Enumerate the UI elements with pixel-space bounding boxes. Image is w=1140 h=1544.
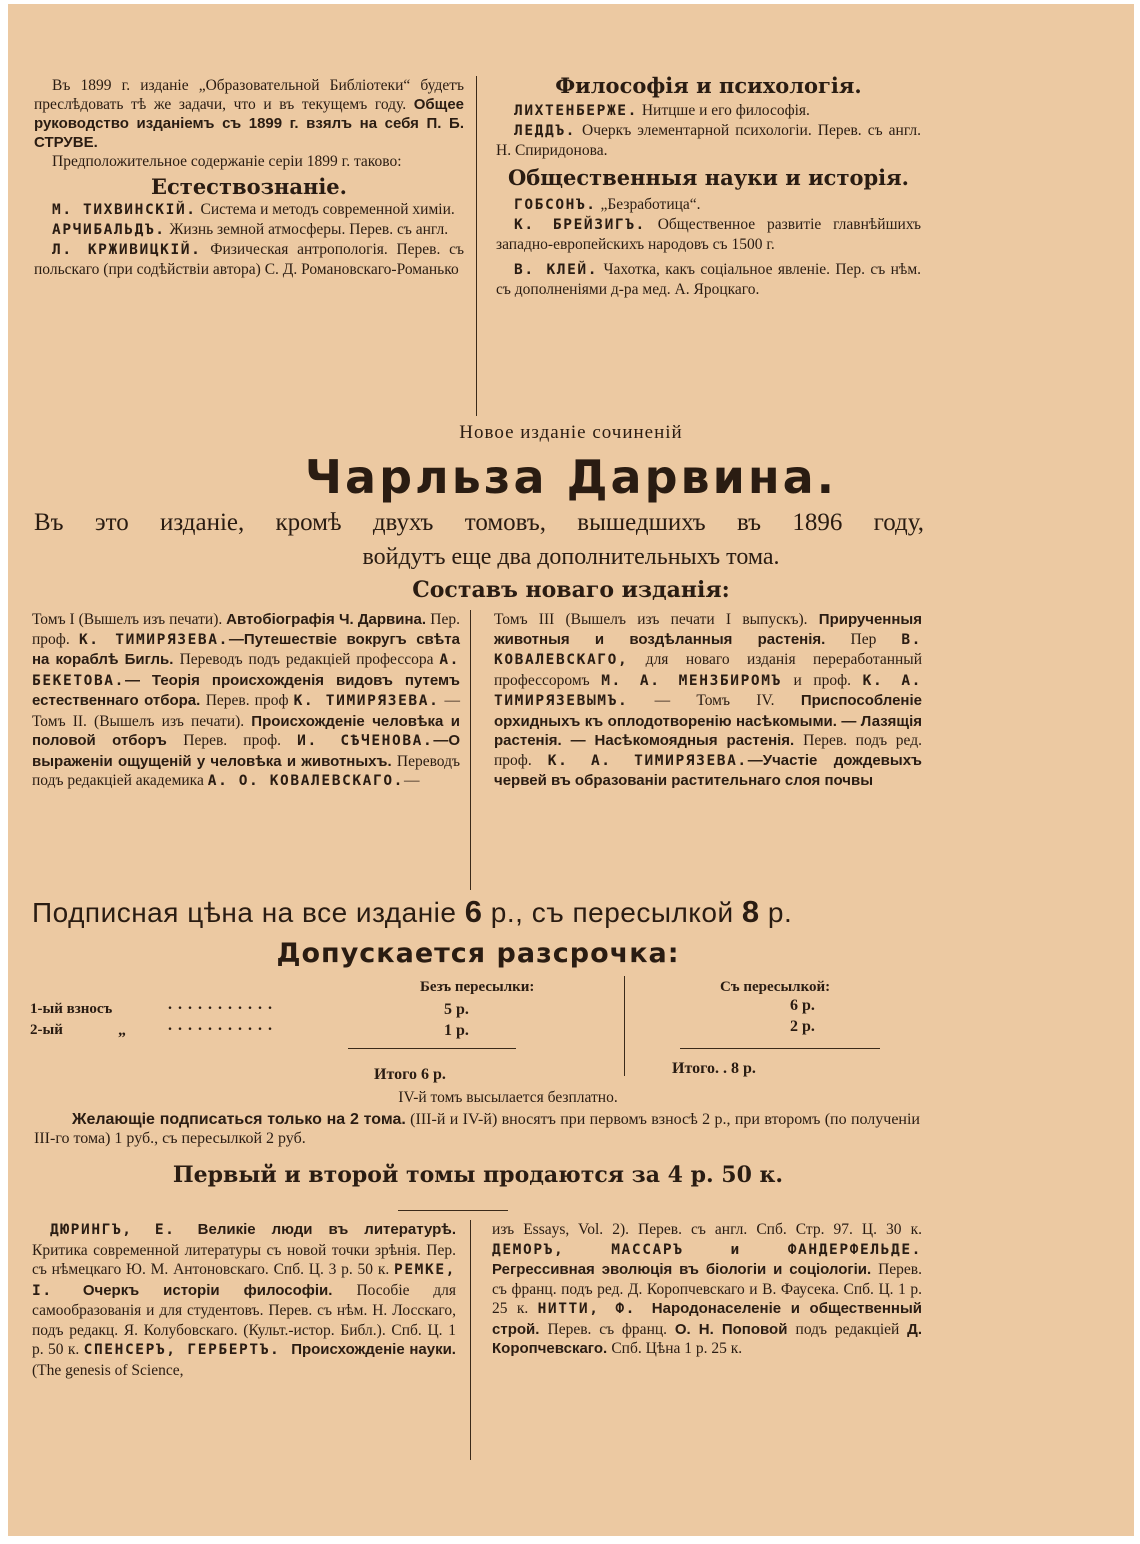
bold-title: — Теорія происхожденія видовъ путемъ естественнаго отбора.	[32, 671, 460, 709]
text-run: и проф.	[781, 671, 863, 689]
installment-divider	[624, 976, 625, 1076]
author-name: К. ТИМИРЯЗЕВА.	[78, 631, 229, 648]
entry-text: Физическая антропологія. Перев. съ польскаго (при содѣйствіи автора) С. Д. Романовскаго-Романько	[34, 241, 464, 278]
entry-author: ЛЕДДЪ.	[514, 123, 576, 139]
entry-text: Нитцше и его философія.	[641, 102, 810, 119]
entry-text: Общественное развитіе главнѣйшихъ западно-европейскихъ народовъ съ 1500 г.	[496, 216, 921, 253]
author-name: М. А. МЕНЗБИРОМЪ	[601, 672, 782, 689]
bold-title: —Путешествіе вокругъ свѣта на кораблѣ Бигль.	[32, 630, 460, 668]
text-run: Переводъ подъ редакціей академика	[32, 752, 460, 789]
author-name: СПЕНСЕРЪ, ГЕРБЕРТЪ.	[83, 1342, 292, 1358]
author-name: К. А. ТИМИРЯЗЕВА.	[547, 752, 748, 769]
row2-no-ship: 1 р.	[444, 1022, 469, 1039]
top-left-column	[34, 76, 464, 279]
text-run: Спб. Цѣна 1 р. 25 к.	[611, 1340, 743, 1357]
total-rule-right	[680, 1048, 880, 1049]
entry-text: Система и методъ современной химіи.	[200, 201, 455, 218]
entry-hobson	[496, 195, 921, 215]
entry-ladd	[496, 121, 921, 160]
scanned-page	[8, 4, 1134, 1536]
text-run: — Томъ II. (Вышелъ изъ печати).	[32, 692, 460, 730]
price-text: Подписная цѣна на все изданіе	[32, 897, 465, 928]
section-rule	[398, 1210, 508, 1211]
bold-title: —Участіе дождевыхъ червей въ образованіи растительнаго слоя почвы	[494, 751, 922, 789]
entry-krzhivitsky	[34, 240, 464, 279]
text-run: Пособіе для самообразованія и для студентовъ. Перев. съ нѣм. Н. Лосскаго, подъ редакц. Я. Колубовскаго. (Культ.-истор. Библ.). Спб. Ц. 1 р. 50 к.	[32, 1281, 456, 1358]
entry-text: Чахотка, какъ соціальное явленіе. Пер. съ нѣм. съ дополненіями д-ра мед. А. Яроцкаго.	[496, 261, 922, 298]
two-volume-text: (III-й и IV-й) вносятъ при первомъ взносѣ 2 р., при второмъ (по полученіи III-го тома) 1 руб., съ пересылкой 2 руб.	[34, 1111, 920, 1147]
composition-heading: Составъ новаго изданія:	[412, 577, 730, 603]
entry-lichtenberger	[496, 101, 921, 121]
volumes-right-column	[494, 610, 922, 791]
text-run: — Томъ IV.	[628, 692, 801, 709]
text-run: Томъ III (Вышелъ изъ печати I выпускъ).	[494, 611, 819, 628]
darwin-line1: Въ это изданіе, кромѣ двухъ томовъ, вышедшихъ въ 1896 году,	[34, 509, 924, 536]
bold-title: Происхожденіе науки.	[291, 1341, 456, 1358]
top-right-column	[496, 73, 922, 299]
row1-dots: ...........	[168, 996, 278, 1013]
author-name: А. О. КОВАЛЕВСКАГО.	[207, 773, 404, 789]
entry-klei	[496, 260, 921, 299]
section-social-sciences: Общественныя науки и исторія.	[508, 165, 909, 190]
price-value: 6	[464, 894, 483, 929]
text-run: подъ редакціей	[795, 1320, 908, 1338]
entry-archibald	[34, 220, 464, 240]
volumes-left-column	[32, 610, 460, 792]
bold-title: Происхожденіе человѣка и половой отборъ	[32, 712, 461, 749]
author-name: А. БЕКЕТОВА.	[32, 652, 460, 689]
series-note: Предположительное содержаніе серіи 1899 г. таково:	[52, 153, 402, 170]
darwin-line2: войдутъ еще два дополнительныхъ тома.	[362, 544, 780, 570]
text-run: Пер	[850, 630, 902, 648]
author-name: РЕМКЕ, I.	[32, 1262, 456, 1299]
entry-author: Л. КРЖИВИЦКІЙ.	[52, 242, 202, 258]
entry-text: Очеркъ элементарной психологіи. Перев. съ англ. Н. Спиридонова.	[496, 122, 922, 159]
text-run: Перев. проф.	[183, 732, 298, 749]
text-run: Перев. съ франц. подъ ред. Д. Коропчевскаго и В. Фаусека. Спб. Ц. 1 р. 25 к.	[492, 1261, 922, 1317]
text-run: для новаго изданія переработанный профессоромъ	[494, 651, 922, 689]
bold-title: —О выраженіи ощущеній у человѣка и животныхъ.	[32, 732, 460, 770]
entry-author: ЛИХТЕНБЕРЖЕ.	[514, 103, 638, 119]
column-paragraph	[32, 1220, 456, 1380]
no-ship-header: Безъ пересылки:	[420, 979, 535, 995]
entry-author: В. КЛЕЙ.	[514, 262, 599, 278]
text-run: изъ Essays, Vol. 2). Перев. съ англ. Спб. Стр. 97. Ц. 30 к.	[492, 1221, 922, 1238]
bold-title: О. Н. Поповой	[674, 1320, 796, 1338]
two-volume-lead: Желающіе подписаться только на 2 тома.	[72, 1111, 406, 1128]
column-paragraph	[494, 610, 922, 791]
text-run: Перев. подъ ред. проф.	[494, 732, 922, 769]
free-volume-note: IV-й томъ высылается безплатно.	[398, 1089, 618, 1106]
author-name: И. СѢЧЕНОВА.	[297, 733, 434, 749]
section-natural-science: Естествознаніе.	[151, 174, 347, 199]
bold-title: Д. Коропчевскаго.	[492, 1320, 922, 1357]
entry-author: М. ТИХВИНСКІЙ.	[52, 202, 197, 218]
row2-label: 2-ый	[30, 1022, 63, 1038]
entry-text: „Безработица“.	[600, 196, 701, 213]
intro-paragraph	[34, 76, 464, 152]
bold-title: Очеркъ исторіи философіи.	[82, 1281, 357, 1299]
text-run: Перев. съ франц.	[547, 1320, 675, 1338]
author-name: ДЮРИНГЪ, Е.	[50, 1222, 198, 1238]
bold-title: Приспособленіе орхидныхъ къ оплодотворенію насѣкомыми. — Лазящія растенія. — Насѣкомоядныя растенія.	[494, 692, 922, 749]
text-run: (The genesis of Science,	[32, 1361, 184, 1379]
column-paragraph	[492, 1220, 922, 1359]
volumes-column-divider	[470, 610, 471, 890]
text-run: Критика современной литературы съ новой точки зрѣнія. Пер. съ нѣмецкаго Ю. М. Антоновскаго. Спб. Ц. 3 р. 50 к.	[32, 1241, 456, 1278]
bold-title: Народонаселеніе и общественный строй.	[492, 1300, 922, 1338]
entry-tikhvinsky	[34, 200, 464, 220]
row1-no-ship: 5 р.	[444, 1001, 469, 1018]
bold-title: Прирученныя животныя и воздѣланныя растенія.	[494, 611, 922, 648]
total-rule-left	[348, 1048, 516, 1049]
entry-breysig	[496, 215, 921, 254]
darwin-title: Чарльза Дарвина.	[304, 450, 838, 504]
first-second-volumes-price: Первый и второй томы продаются за 4 р. 50 к.	[172, 1162, 784, 1188]
author-name: ДЕМОРЪ, МАССАРЪ и ФАНДЕРФЕЛЬДЕ.	[492, 1241, 922, 1258]
row1-ship: 6 р.	[790, 997, 815, 1014]
darwin-intro: Новое изданіе сочиненій	[459, 422, 683, 443]
author-name: НИТТИ, Ф.	[537, 1301, 652, 1317]
entry-author: ГОБСОНЪ.	[514, 197, 597, 213]
bold-title: Великіе люди въ литературѣ.	[197, 1221, 456, 1238]
row1-label: 1-ый взносъ	[30, 1001, 113, 1017]
text-run: Пер. проф.	[32, 611, 460, 648]
row2-ship: 2 р.	[790, 1018, 815, 1035]
total-ship: Итого. . 8 р.	[672, 1060, 756, 1077]
two-volume-note	[34, 1110, 920, 1148]
text-run: Переводъ подъ редакціей профессора	[179, 651, 440, 668]
ship-header: Съ пересылкой:	[720, 979, 831, 995]
books-right-column	[492, 1220, 922, 1359]
row2-ditto: „	[118, 1022, 126, 1039]
author-name: В. КОВАЛЕВСКАГО,	[494, 631, 922, 668]
entry-author: АРЧИБАЛЬДЪ.	[52, 222, 166, 238]
installments-heading: Допускается разсрочка:	[276, 938, 680, 969]
price-text-ship: р., съ пересылкой	[482, 897, 742, 928]
author-name: К. А. ТИМИРЯЗЕВЫМЪ.	[494, 672, 922, 709]
bold-title: Автобіографія Ч. Дарвина.	[226, 611, 431, 628]
price-unit: р.	[759, 897, 793, 928]
column-paragraph	[32, 610, 460, 792]
bold-title: Регрессивная эволюція въ біологіи и соціологіи.	[492, 1261, 879, 1278]
entry-author: К. БРЕЙЗИГЪ.	[514, 217, 646, 233]
section-philosophy: Философія и психологія.	[555, 73, 862, 98]
intro-text: Въ 1899 г. изданіе „Образовательной Библіотеки“ будетъ преслѣдовать тѣ же задачи, что и въ текущемъ году.	[34, 77, 464, 113]
text-run: Перев. проф	[205, 692, 294, 709]
text-run: —	[404, 772, 420, 789]
author-name: К. ТИМИРЯЗЕВА.	[293, 693, 440, 709]
text-run: Томъ I (Вышелъ изъ печати).	[32, 611, 227, 628]
books-column-divider	[470, 1220, 471, 1460]
row2-dots: ...........	[168, 1017, 278, 1034]
books-left-column	[32, 1220, 456, 1380]
price-ship-value: 8	[741, 894, 760, 929]
top-column-divider	[476, 76, 477, 416]
subscription-price	[32, 894, 932, 930]
entry-text: Жизнь земной атмосферы. Перев. съ англ.	[169, 221, 449, 238]
editor-note: Общее руководство изданіемъ съ 1899 г. взялъ на себя П. Б. СТРУВЕ.	[34, 96, 465, 151]
total-no-ship: Итого 6 р.	[374, 1066, 446, 1083]
